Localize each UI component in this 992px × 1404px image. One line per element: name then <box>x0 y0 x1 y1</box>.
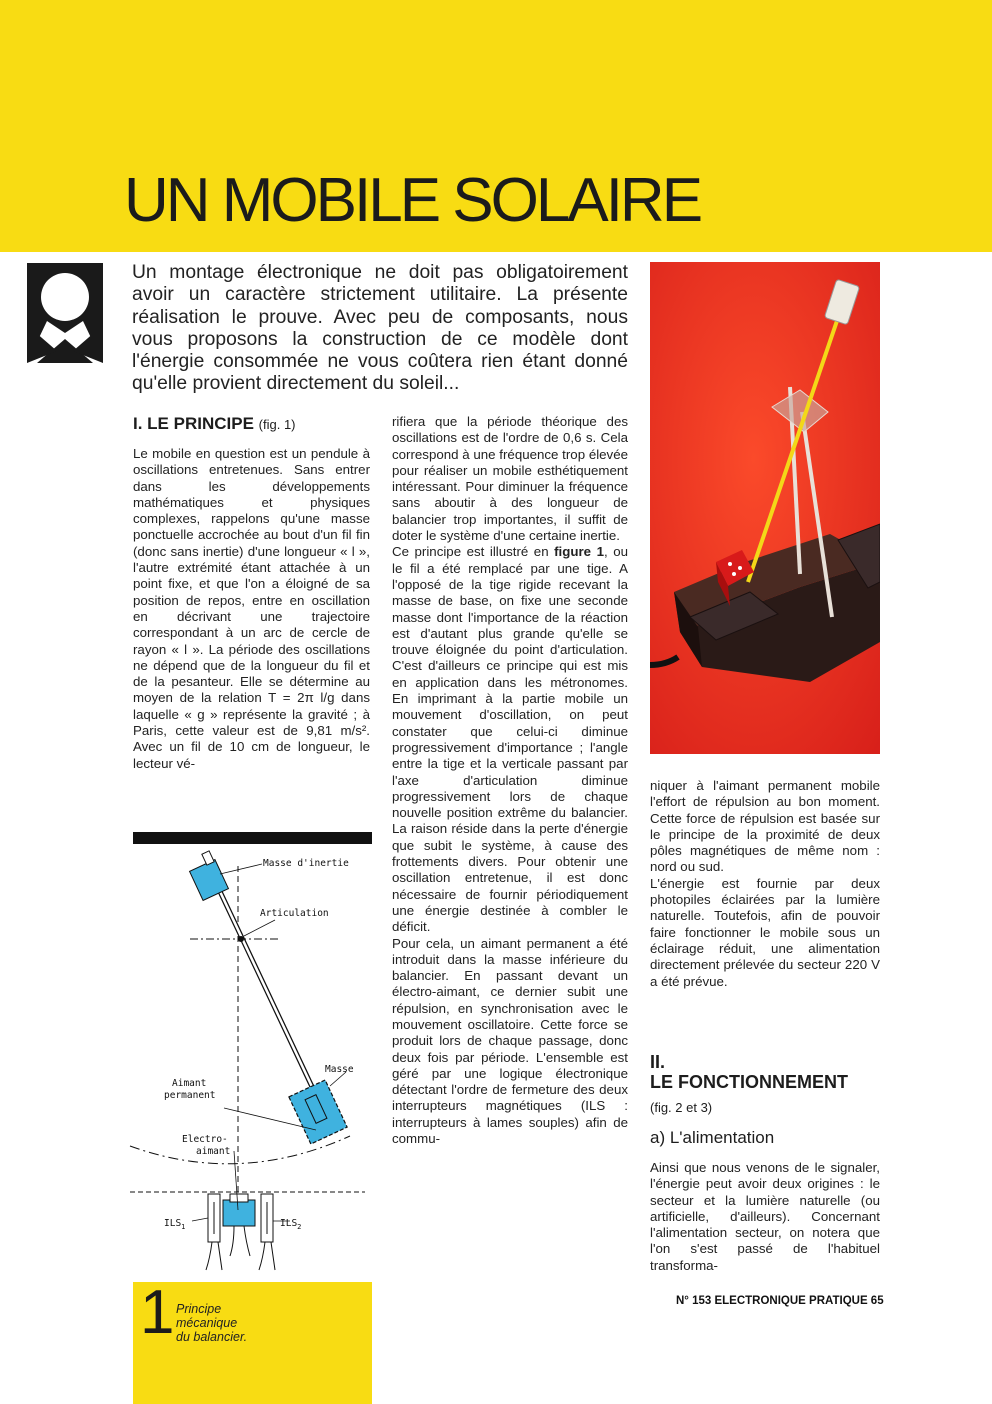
label-masse-inertie: Masse d'inertie <box>263 858 349 869</box>
section-title: I. LE PRINCIPE <box>133 414 254 433</box>
label-aimant-1: Aimant <box>172 1078 207 1089</box>
section-heading-principe <box>133 414 296 434</box>
product-photo <box>650 262 880 754</box>
section-heading-fonctionnement <box>650 1052 848 1092</box>
paragraph: niquer à l'aimant permanent mobile l'effort de répulsion au bon moment. Cette force de répulsion est basée sur le principe de la proximité de deux pôles magnétiques de même nom : nord ou sud. <box>650 778 880 875</box>
figure-caption: Principe mécanique du balancier. <box>176 1302 248 1344</box>
label-ils-2: $ILS_2$ <box>280 1218 302 1231</box>
page-footer: N° 153 ELECTRONIQUE PRATIQUE 65 <box>676 1295 884 1307</box>
label-articulation: Articulation <box>260 908 329 919</box>
column-3-bottom <box>650 1160 880 1274</box>
magazine-logo-icon <box>27 263 103 363</box>
paragraph: L'énergie est fournie par deux photopiles éclairées par la lumière naturelle. Toutefois, afin de pouvoir faire fonctionner le mobile sous un éclairage réduit, une alimentation directement prélevée du secteur 220 V a été prévue. <box>650 875 880 989</box>
section-title: LE FONCTIONNEMENT <box>650 1072 848 1092</box>
label-ils-1: $ILS_1$ <box>164 1218 186 1231</box>
column-2 <box>392 414 628 1147</box>
column-1 <box>133 446 370 772</box>
figure-divider-bar <box>133 832 372 844</box>
section-number: II. <box>650 1052 666 1072</box>
paragraph: Le mobile en question est un pendule à oscillations entretenues. Sans entrer dans les développements mathématiques et physiques complexes, rappelons qu'une masse ponctuelle accrochée au bout d'un fil fin (donc sans inertie) d'une longueur « l », l'autre extrémité étant attachée à un point fixe, et que l'on a éloigné de sa position de repos, entre en oscillation en décrivant une trajectoire correspondant à un arc de cercle de rayon « l ». La période des oscillations ne dépend que de la longueur du fil et de la pesanteur. Elle se détermine au moyen de la relation T = 2π l/g dans laquelle « g » représente la gravité ; à Paris, cette valeur est de 9,81 m/s². Avec un fil de 10 cm de longueur, le lecteur vé- <box>133 446 370 771</box>
paragraph: rifiera que la période théorique des oscillations est de l'ordre de 0,6 s. Cela correspond à une fréquence trop élevée pour réaliser un mobile esthétiquement intéressant. Pour diminuer la fréquence sans aboutir à des longueur de balancier trop importantes, il suffit de doter le système d'une certaine inertie. <box>392 414 628 544</box>
paragraph: Ce principe est illustré en figure 1, ou le fil a été remplacé par une tige. A l'opposé de la tige rigide recevant la masse de base, on fixe une seconde masse dont l'importance de la réaction est d'autant plus grande qu'elle se trouve éloignée du point d'articulation. C'est d'ailleurs ce principe qui est mis en application dans les métronomes. En imprimant à la partie mobile un mouvement d'oscillation, on peut constater que celui-ci diminue progressivement d'importance ; l'angle entre la tige et la verticale passant par l'axe d'articulation diminue progressivement lors de chaque nouvelle position extrême du balancier. La raison réside dans la perte d'énergie que subit le système, à cause des frottements divers. Pour obtenir une oscillation entretenue, il est donc nécessaire de fournir périodiquement une énergie destinée à combler le déficit. <box>392 544 628 935</box>
label-aimant-2: permanent <box>164 1090 216 1101</box>
label-electro-1: Electro- <box>182 1134 228 1145</box>
figure-number: 1 <box>140 1278 175 1347</box>
column-3-top <box>650 778 880 990</box>
article-title: UN MOBILE SOLAIRE <box>124 166 701 235</box>
paragraph: Ainsi que nous venons de le signaler, l'énergie peut avoir deux origines : le secteur et la lumière naturelle (ou artificielle, d'ailleurs). Concernant l'alimentation secteur, on notera que l'on s'est passé de l'habituel transforma- <box>650 1160 880 1273</box>
section-ref: (fig. 1) <box>258 417 296 432</box>
label-electro-2: aimant <box>196 1146 231 1157</box>
paragraph: Pour cela, un aimant permanent a été introduit dans la masse inférieure du balancier. En passant devant un électro-aimant, ce dernier subit une répulsion, en synchronisation avec le mouvement oscillatoire. Cette force se produit lors de chaque passage, donc deux fois par période. L'ensemble est géré par une logique électronique détectant l'ordre de fermeture des deux interrupteurs magnétiques (ILS : interrupteurs à lames souples) afin de commu- <box>392 935 628 1147</box>
intro-paragraph: Un montage électronique ne doit pas obligatoirement avoir un caractère strictement utilitaire. La présente réalisation le prouve. Avec peu de composants, nous vous proposons la construction de ce modèle dont l'énergie consommée ne vous coûtera rien étant donné qu'elle provient directement du soleil... <box>132 262 628 395</box>
label-masse: Masse <box>325 1064 354 1075</box>
section-ref: (fig. 2 et 3) <box>650 1100 713 1115</box>
subsection-heading: a) L'alimentation <box>650 1128 775 1147</box>
pendulum-diagram <box>120 846 380 1278</box>
